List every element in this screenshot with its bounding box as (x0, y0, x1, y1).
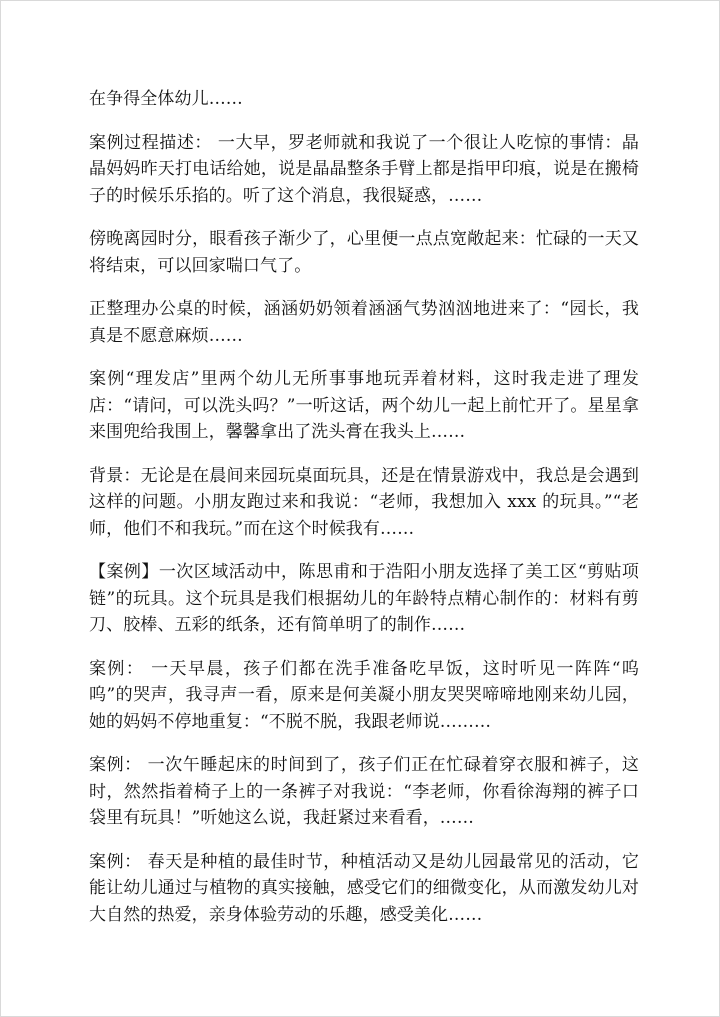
paragraph-case-process: 案例过程描述： 一大早，罗老师就和我说了一个很让人吃惊的事情：晶晶妈妈昨天打电话给她，说是晶晶整条手臂上都是指甲印痕，说是在搬椅子的时候乐乐掐的。听了这个消息，我很疑惑，…… (89, 132, 639, 206)
paragraph-nap-wakeup: 案例： 一次午睡起床的时间到了，孩子们正在忙碌着穿衣服和裤子，这时，然然指着椅子上的一条裤子对我说：“李老师，你看徐海翔的裤子口袋里有玩具！”听她这么说，我赶紧过来看看，…… (89, 755, 639, 828)
paragraph-background: 背景：无论是在晨间来园玩桌面玩具，还是在情景游戏中，我总是会遇到这样的问题。小朋友跑过来和我说：“老师，我想加入 xxx 的玩具。”“老师，他们不和我玩。”而在这个时候我有…… (89, 465, 639, 539)
paragraph-intro: 在争得全体幼儿…… (89, 89, 243, 109)
paragraph-barber-shop: 案例“理发店”里两个幼儿无所事事地玩弄着材料，这时我走进了理发店：“请问，可以洗头吗？”一听这话，两个幼儿一起上前忙开了。星星拿来围兜给我围上，馨馨拿出了洗头膏在我头上…… (89, 369, 639, 442)
paragraph-morning-crying: 案例： 一天早晨，孩子们都在洗手准备吃早饭，这时听见一阵阵“呜呜”的哭声，我寻声一看，原来是何美凝小朋友哭哭啼啼地刚来幼儿园，她的妈妈不停地重复：“不脱不脱，我跟老师说……… (89, 658, 639, 732)
paragraph-grandma-visit: 正整理办公桌的时候，涵涵奶奶领着涵涵气势汹汹地进来了：“园长，我真是不愿意麻烦…… (89, 299, 639, 346)
paragraph-evening-departure: 傍晚离园时分，眼看孩子渐少了，心里便一点点宽敞起来：忙碌的一天又将结束，可以回家喘口气了。 (89, 229, 639, 276)
paragraph-spring-planting: 案例： 春天是种植的最佳时节，种植活动又是幼儿园最常见的活动，它能让幼儿通过与植物的真实接触，感受它们的细微变化，从而激发幼儿对大自然的热爱，亲身体验劳动的乐趣，感受美化…… (89, 851, 639, 925)
paragraph-area-activity: 【案例】一次区域活动中，陈思甫和于浩阳小朋友选择了美工区“剪贴项链”的玩具。这个玩具是我们根据幼儿的年龄特点精心制作的：材料有剪刀、胶棒、五彩的纸条，还有简单明了的制作…… (89, 562, 639, 635)
document-body (89, 86, 639, 945)
